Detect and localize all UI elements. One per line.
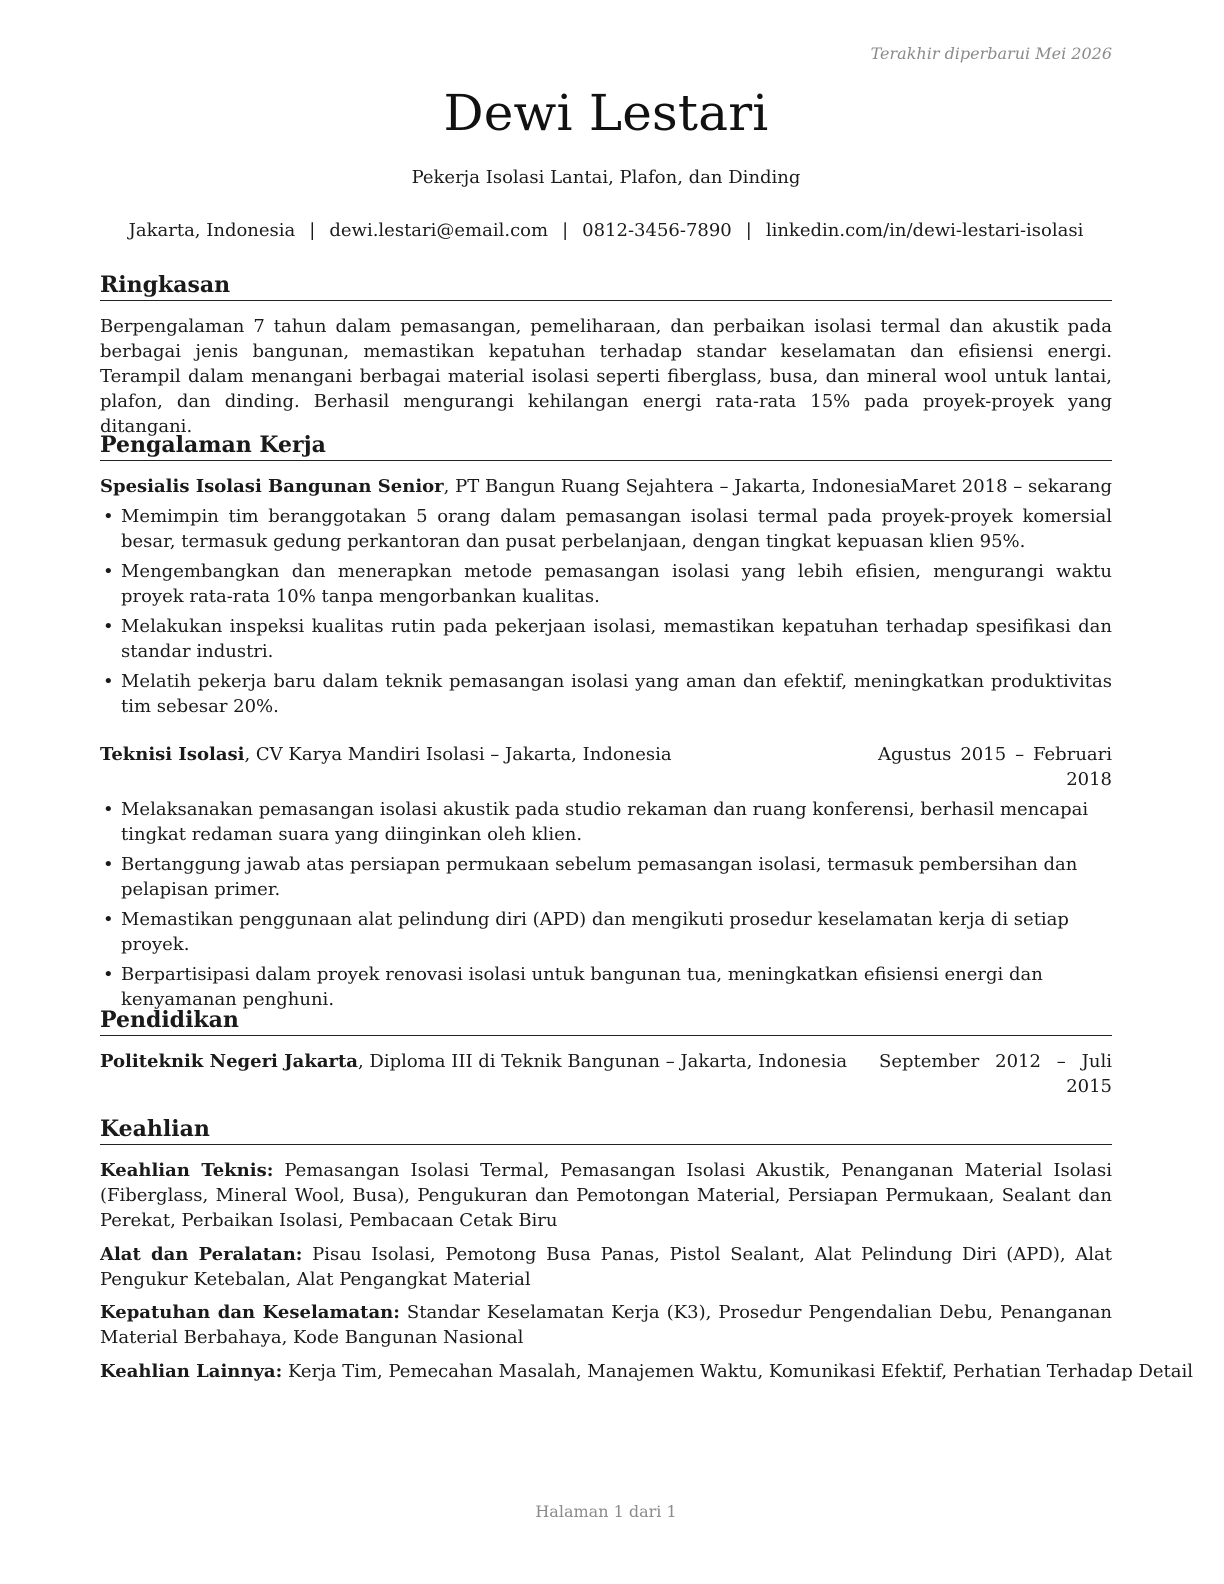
education-date-line1: September 2012 – Juli: [879, 1051, 1112, 1072]
bullet-icon: •: [103, 799, 114, 820]
bullet-text: Memastikan penggunaan alat pelindung diri (APD) dan mengikuti prosedur keselamatan kerja di setiap proyek.: [121, 909, 1069, 955]
bullet-icon: •: [103, 616, 114, 637]
job-title-line: [100, 742, 672, 767]
contact-linkedin[interactable]: linkedin.com/in/dewi-lestari-isolasi: [765, 220, 1084, 241]
skill-text: Pemasangan Isolasi Termal, Pemasangan Isolasi Akustik, Penanganan Material Isolasi (Fiberglass, Mineral Wool, Busa), Pengukuran dan Pemotongan Material, Persiapan Permukaan, Sealant dan Perekat, Perbaikan Isolasi, Pembacaan Cetak Biru: [100, 1160, 1112, 1231]
job-header-2: [100, 742, 1112, 792]
candidate-name: Dewi Lestari: [443, 84, 769, 142]
job-role: Teknisi Isolasi: [100, 744, 245, 765]
section-title-summary: Ringkasan: [100, 272, 1112, 301]
contact-phone: 0812-3456-7890: [582, 220, 732, 241]
bullet-text: Melaksanakan pemasangan isolasi akustik pada studio rekaman dan ruang konferensi, berhasil mencapai tingkat redaman suara yang diinginkan oleh klien.: [121, 799, 1089, 845]
bullet-text: Bertanggung jawab atas persiapan permukaan sebelum pemasangan isolasi, termasuk pembersihan dan pelapisan primer.: [121, 854, 1078, 900]
last-updated: Terakhir diperbarui Mei 2026: [870, 44, 1112, 63]
list-item: [100, 907, 1112, 957]
list-item: [100, 614, 1112, 664]
section-title-education: Pendidikan: [100, 1007, 1112, 1036]
contact-separator: |: [562, 220, 569, 241]
section-title-skills: Keahlian: [100, 1116, 1112, 1145]
list-item: [100, 669, 1112, 719]
job-date-line2: 2018: [1066, 769, 1112, 790]
skill-label: Kepatuhan dan Keselamatan:: [100, 1302, 400, 1323]
bullet-icon: •: [103, 854, 114, 875]
job-org: , CV Karya Mandiri Isolasi – Jakarta, Indonesia: [244, 744, 672, 765]
bullet-text: Memimpin tim beranggotakan 5 orang dalam pemasangan isolasi termal pada proyek-proyek komersial besar, termasuk gedung perkantoran dan pusat perbelanjaan, dengan tingkat kepuasan klien 95%.: [121, 506, 1112, 552]
summary-text: Berpengalaman 7 tahun dalam pemasangan, pemeliharaan, dan perbaikan isolasi termal dan akustik pada berbagai jenis bangunan, memastikan kepatuhan terhadap standar keselamatan dan efisiensi energi. Terampil dalam menangani berbagai material isolasi seperti fiberglass, busa, dan mineral wool untuk lantai, plafon, dan dinding. Berhasil mengurangi kehilangan energi rata-rata 15% pada proyek-proyek yang ditangani.: [100, 316, 1112, 437]
job-bullets-1: [100, 504, 1112, 724]
job-header-1: [100, 474, 1112, 499]
bullet-icon: •: [103, 671, 114, 692]
bullet-icon: •: [103, 506, 114, 527]
contact-line: [100, 220, 1112, 241]
job-role: Spesialis Isolasi Bangunan Senior: [100, 476, 444, 497]
contact-location: Jakarta, Indonesia: [128, 220, 296, 241]
contact-separator: |: [745, 220, 752, 241]
skill-text: Kerja Tim, Pemecahan Masalah, Manajemen Waktu, Komunikasi Efektif, Perhatian Terhadap Detail: [282, 1361, 1194, 1382]
skill-label: Keahlian Lainnya:: [100, 1361, 283, 1382]
list-item: [100, 504, 1112, 554]
education-date-line2: 2015: [1066, 1076, 1112, 1097]
skill-text: Standar Keselamatan Kerja (K3), Prosedur Pengendalian Debu, Penanganan Material Berbahaya, Kode Bangunan Nasional: [100, 1302, 1112, 1348]
bullet-text: Mengembangkan dan menerapkan metode pemasangan isolasi yang lebih efisien, mengurangi waktu proyek rata-rata 10% tanpa mengorbankan kualitas.: [121, 561, 1112, 607]
skill-group-safety: [100, 1300, 1112, 1350]
bullet-text: Melatih pekerja baru dalam teknik pemasangan isolasi yang aman dan efektif, meningkatkan produktivitas tim sebesar 20%.: [121, 671, 1112, 717]
job-date-line1: Agustus 2015 – Februari: [878, 744, 1112, 765]
page-number: Halaman 1 dari 1: [535, 1502, 677, 1521]
contact-email[interactable]: dewi.lestari@email.com: [329, 220, 549, 241]
bullet-icon: •: [103, 964, 114, 985]
skill-group-tools: [100, 1242, 1112, 1292]
job-org: , PT Bangun Ruang Sejahtera – Jakarta, Indonesia: [443, 476, 901, 497]
bullet-text: Melakukan inspeksi kualitas rutin pada pekerjaan isolasi, memastikan kepatuhan terhadap spesifikasi dan standar industri.: [121, 616, 1112, 662]
skill-group-other: [100, 1359, 1194, 1384]
job-headline: Pekerja Isolasi Lantai, Plafon, dan Dinding: [411, 167, 801, 188]
education-line: [100, 1049, 847, 1074]
education-date: [879, 1049, 1112, 1099]
education-entry: [100, 1049, 1112, 1099]
skill-group-technical: [100, 1158, 1112, 1233]
list-item: [100, 962, 1112, 1012]
school-name: Politeknik Negeri Jakarta: [100, 1051, 358, 1072]
section-title-experience: Pengalaman Kerja: [100, 432, 1112, 461]
list-item: [100, 797, 1112, 847]
skill-label: Keahlian Teknis:: [100, 1160, 274, 1181]
contact-separator: |: [309, 220, 316, 241]
job-date: [878, 742, 1112, 792]
list-item: [100, 559, 1112, 609]
resume-page: [100, 0, 1194, 1584]
bullet-text: Berpartisipasi dalam proyek renovasi isolasi untuk bangunan tua, meningkatkan efisiensi energi dan kenyamanan penghuni.: [121, 964, 1043, 1010]
bullet-icon: •: [103, 561, 114, 582]
job-title-line: [100, 474, 901, 499]
job-date: Maret 2018 – sekarang: [900, 476, 1112, 497]
skill-text: Pisau Isolasi, Pemotong Busa Panas, Pistol Sealant, Alat Pelindung Diri (APD), Alat Pengukur Ketebalan, Alat Pengangkat Material: [100, 1244, 1112, 1290]
skill-label: Alat dan Peralatan:: [100, 1244, 303, 1265]
list-item: [100, 852, 1112, 902]
bullet-icon: •: [103, 909, 114, 930]
degree-text: , Diploma III di Teknik Bangunan – Jakarta, Indonesia: [357, 1051, 848, 1072]
job-bullets-2: [100, 797, 1112, 1017]
